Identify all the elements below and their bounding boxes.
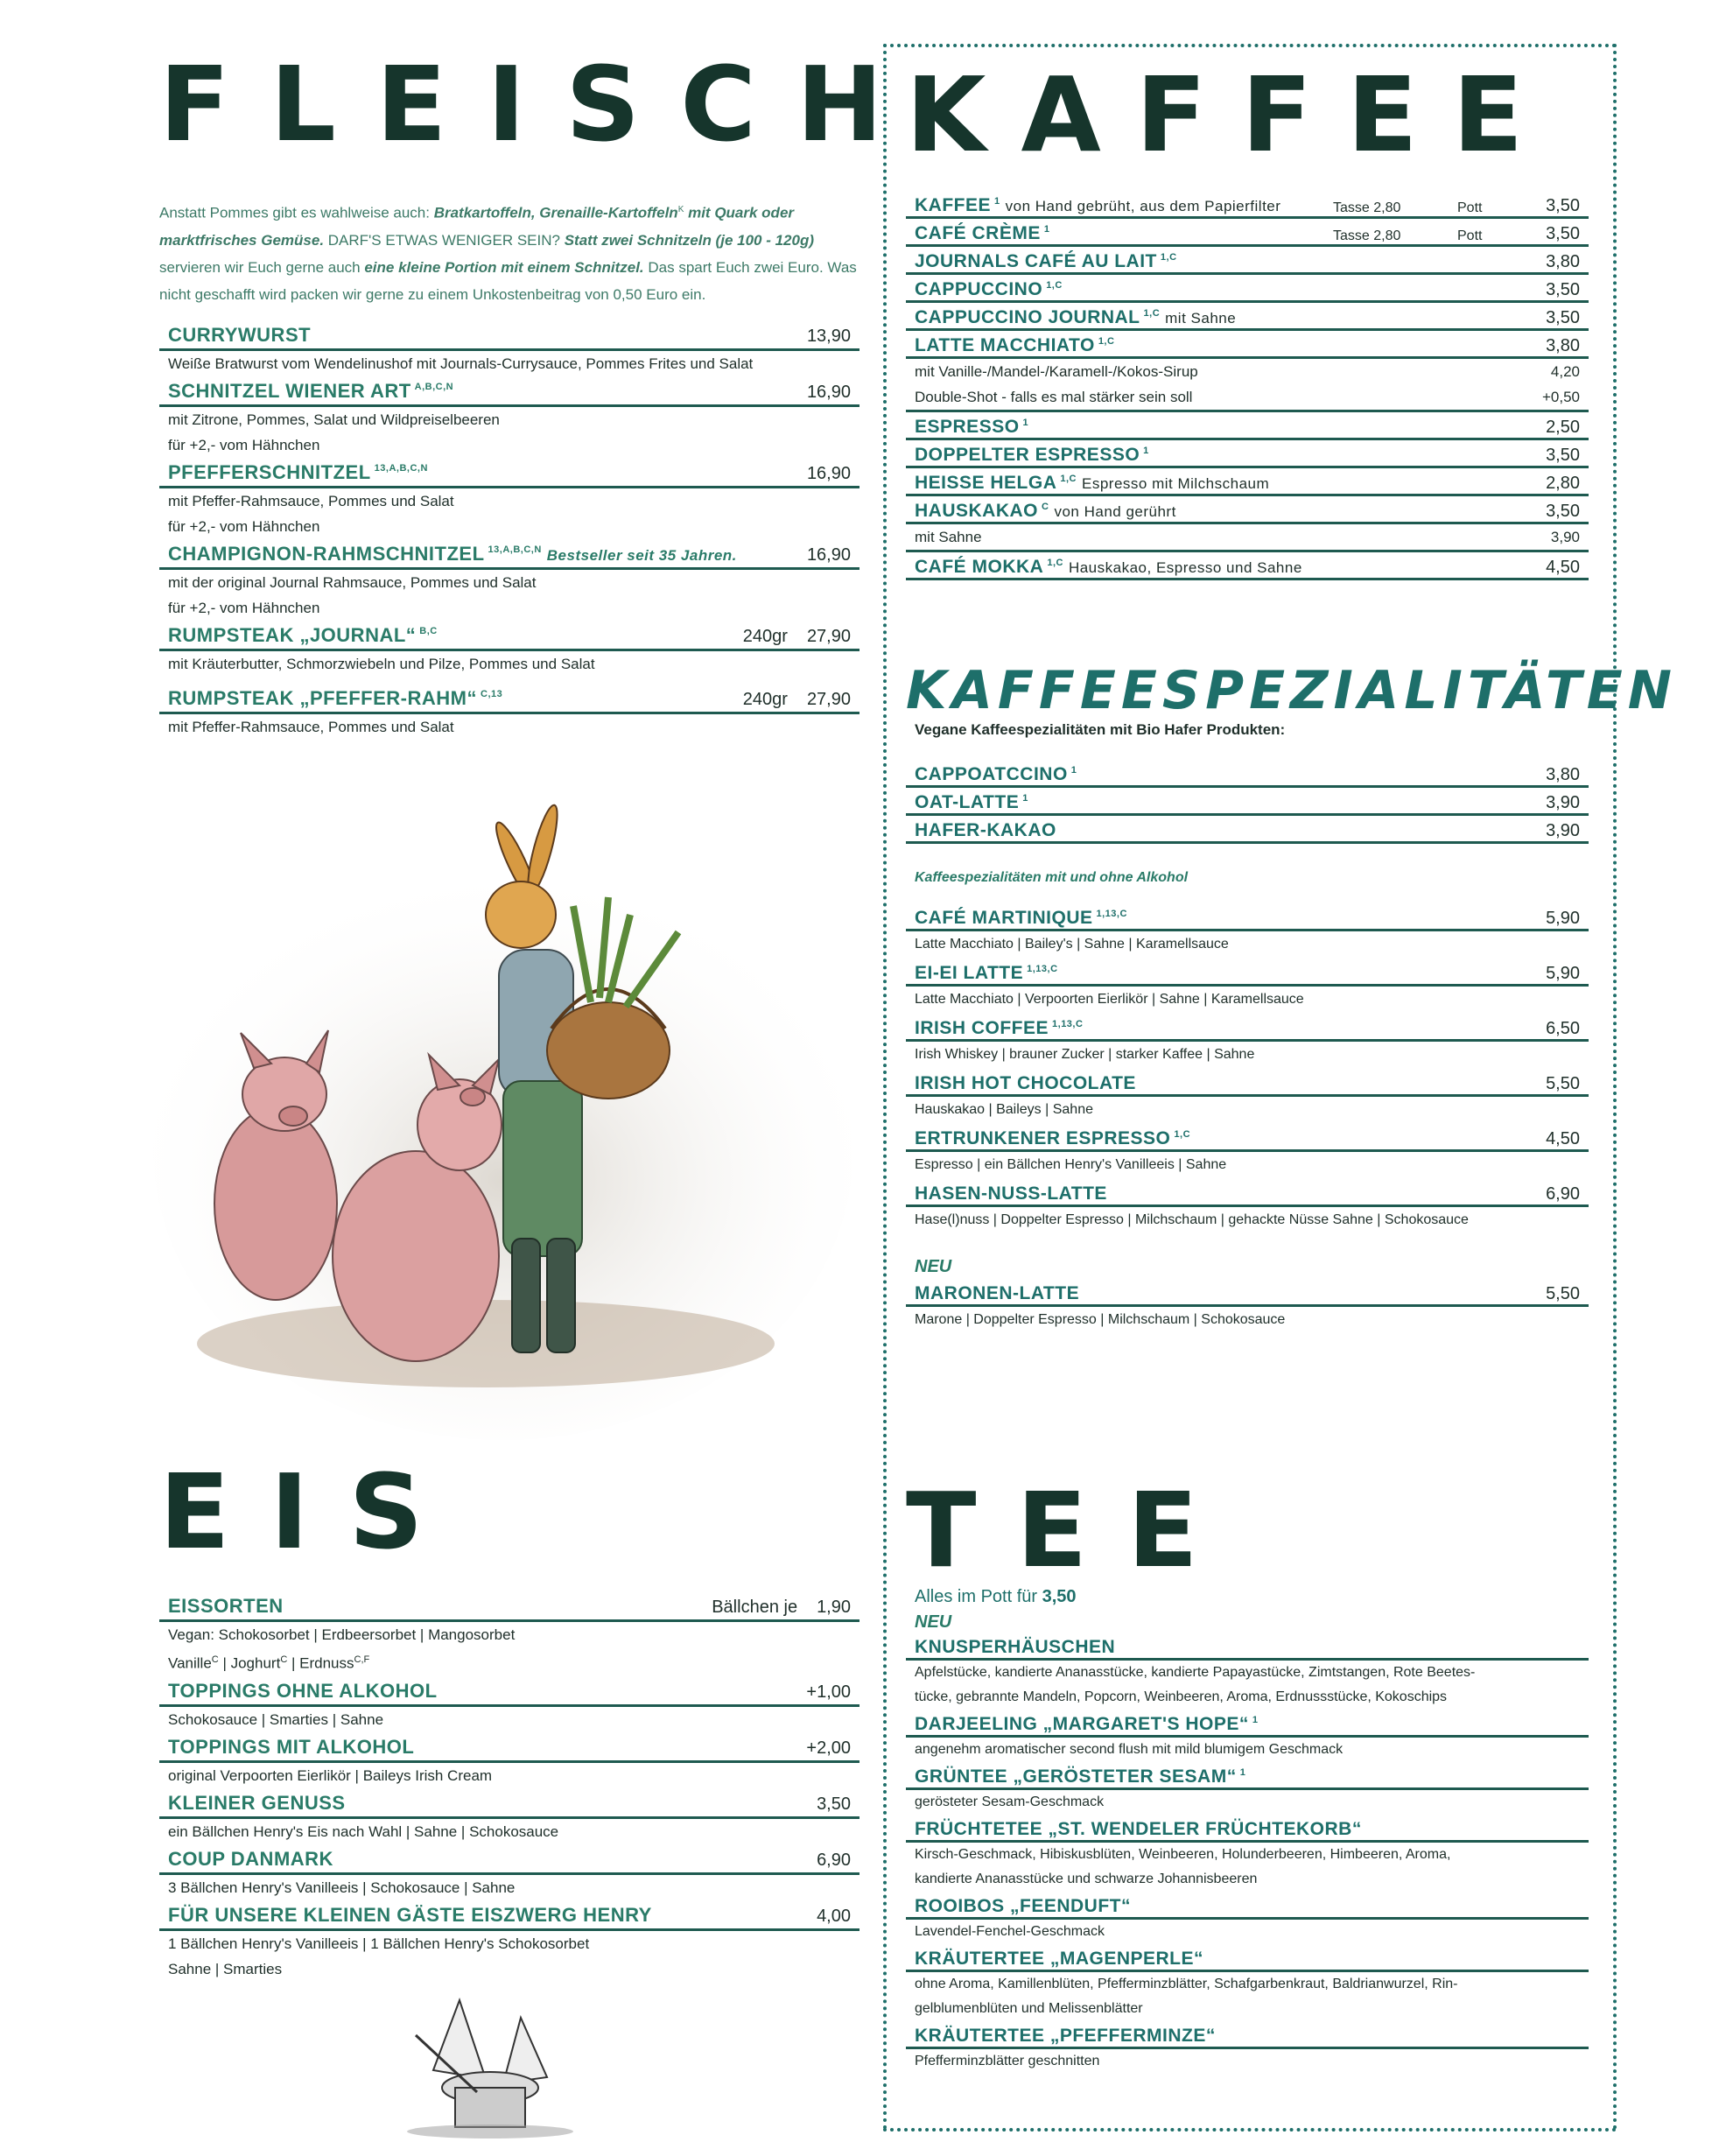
eis-item-row (159, 1788, 859, 1819)
fleisch-item-desc: mit Kräuterbutter, Schmorzwiebeln und Pilze, Pommes und Salat (168, 655, 595, 672)
kaffee-item-row (906, 412, 1589, 440)
kaffee-item-row (906, 496, 1589, 524)
eis-item-row (159, 1844, 859, 1875)
eis-item-desc: 1 Bällchen Henry's Vanilleeis | 1 Bällchen Henry's Schokosorbet (168, 1935, 590, 1952)
kaffee-item-name: CAPPUCCINO $^{1,C}$ (915, 279, 1063, 299)
eis-item-price: 1,90 (817, 1598, 851, 1617)
kaffee-item-allergens: 1 (1043, 224, 1050, 235)
kaffee-item-allergens: 1 (1022, 418, 1029, 428)
kaffee-item-allergens: 1,C (1060, 474, 1077, 484)
tee-item-desc: gelblumenblüten und Melissenblätter (915, 2001, 1143, 2016)
tee-item-row (906, 1892, 1589, 1920)
tee-item-name: FRÜCHTETEE „ST. WENDELER FRÜCHTEKORB“ (915, 1819, 1362, 1839)
fleisch-item-name: CURRYWURST (168, 323, 312, 346)
intro-text: DARF'S ETWAS WENIGER SEIN? (324, 231, 565, 249)
eis-item-price-group (817, 1794, 851, 1815)
kaffee-item-allergens: 1,C (1047, 558, 1063, 568)
eis-item-name: FÜR UNSERE KLEINEN GÄSTE EISZWERG HENRY (168, 1903, 652, 1926)
kaffee-item-sub: mit Sahne (1165, 310, 1237, 327)
tee-price-text: Alles im Pott für (915, 1587, 1038, 1606)
fleisch-item-name: PFEFFERSCHNITZEL $^{13,A,B,C,N}$ (168, 460, 428, 483)
fleisch-item-allergens: C,13 (481, 689, 503, 700)
fleisch-item-allergens: 13,A,B,C,N (374, 463, 428, 474)
vegan-item-allergens: 1 (1022, 793, 1028, 804)
fleisch-item-row (159, 376, 859, 407)
fleisch-item-price-group (807, 383, 851, 403)
tee-item-name: ROOIBOS „FEENDUFT“ (915, 1896, 1132, 1916)
spezial-item-row (906, 902, 1589, 931)
kaffee-item-allergens: 1,C (1143, 308, 1161, 319)
fleisch-item-price: 27,90 (806, 626, 851, 646)
fleisch-item-price-group (743, 627, 851, 647)
eis-item-price: +1,00 (806, 1682, 851, 1702)
tee-item-row (906, 1710, 1589, 1738)
kaffee-item-pott: Pott (1457, 228, 1483, 243)
spezial-item-desc: Espresso | ein Bällchen Henry's Vanilleeis | Sahne (915, 1157, 1227, 1172)
tee-new-label: NEU (915, 1612, 952, 1632)
spezial-item-desc: Irish Whiskey | brauner Zucker | starker Kaffee | Sahne (915, 1047, 1255, 1062)
fleisch-item-weight: 240gr (742, 689, 788, 709)
tee-item-desc: ohne Aroma, Kamillenblüten, Pfefferminzblätter, Schafgarbenkraut, Baldrianwurzel, Rin- (915, 1977, 1458, 1991)
kaffee-item-row (906, 191, 1589, 219)
spezial-item-allergens: 1,13,C (1052, 1019, 1084, 1029)
vegan-item-name: OAT-LATTE $^1$ (915, 792, 1028, 812)
spezial-item-name: IRISH COFFEE $^{1,13,C}$ (915, 1018, 1084, 1038)
eis-item-desc: Vegan: Schokosorbet | Erdbeersorbet | Mangosorbet (168, 1626, 516, 1643)
eis-item-desc: Sahne | Smarties (168, 1960, 283, 1977)
spezial-new-item-price: 5,50 (1546, 1284, 1580, 1303)
kaffee-item-name: DOPPELTER ESPRESSO $^1$ (915, 445, 1149, 465)
eis-item-weight: Bällchen je (712, 1598, 798, 1617)
fleisch-item-allergens: B,C (419, 626, 438, 637)
intro-text: Das spart Euch zwei Euro. Was nicht geschafft wird packen wir gerne zu einem Unkostenbeitrag von 0,50 Euro ein. (159, 258, 857, 303)
fleisch-item-price: 16,90 (806, 544, 851, 565)
eis-item-price: 3,50 (817, 1794, 851, 1814)
kaffee-item-price: 3,50 (1546, 502, 1580, 521)
eis-item-desc: 3 Bällchen Henry's Vanilleeis | Schokosauce | Sahne (168, 1879, 516, 1896)
kaffee-item-row (906, 275, 1589, 303)
tee-item-row (906, 1815, 1589, 1843)
kaffee-extra-row (906, 524, 1589, 550)
eis-item-price-group (806, 1738, 851, 1759)
fleisch-item-price-group (807, 464, 851, 484)
kaffee-item-name: ESPRESSO $^1$ (915, 417, 1029, 437)
kaffee-item-price: 3,50 (1546, 446, 1580, 465)
eis-item-price: +2,00 (806, 1738, 851, 1758)
kaffee-section (906, 54, 1589, 580)
kaffee-item-name: CAPPUCCINO JOURNAL $^{1,C}$ mit Sahne (915, 307, 1237, 327)
fleisch-item-desc: für +2,- vom Hähnchen (168, 599, 320, 616)
intro-emphasis: eine kleine Portion mit einem Schnitzel. (364, 258, 644, 276)
spezial-section-note: Kaffeespezialitäten mit und ohne Alkohol (915, 870, 1189, 885)
tee-item-desc: Pfefferminzblätter geschnitten (915, 2054, 1100, 2068)
kaffee-item-price: 3,50 (1546, 196, 1580, 215)
spezial-item-allergens: 1,13,C (1027, 964, 1058, 974)
spezial-new-item-desc: Marone | Doppelter Espresso | Milchschaum | Schokosauce (915, 1312, 1286, 1327)
fleisch-item-price: 13,90 (806, 326, 851, 346)
fleisch-item-price: 16,90 (806, 382, 851, 402)
kaffee-item-name: KAFFEE $^1$ von Hand gebrüht, aus dem Papierfilter (915, 195, 1281, 215)
spezial-item-price: 5,90 (1546, 909, 1580, 928)
spezial-item-name: IRISH HOT CHOCOLATE (915, 1073, 1136, 1093)
kaffee-item-tasse: Tasse 2,80 (1333, 200, 1401, 215)
spezial-subtitle: Vegane Kaffeespezialitäten mit Bio Hafer Produkten: (915, 721, 1286, 738)
kaffee-extras (906, 524, 1589, 552)
kaffee-item-row (906, 440, 1589, 468)
tee-item-desc: tücke, gebrannte Mandeln, Popcorn, Weinbeeren, Aroma, Erdnussstücke, Kokoschips (915, 1689, 1448, 1704)
eis-item-desc: Vanille$^C$ | Joghurt$^C$ | Erdnuss$^{C,F}$ (168, 1654, 370, 1672)
spezial-item-desc: Latte Macchiato | Bailey's | Sahne | Karamellsauce (915, 937, 1229, 952)
eis-item-row (159, 1900, 859, 1931)
eis-title: EIS (159, 1451, 464, 1572)
eis-item-name: TOPPINGS MIT ALKOHOL (168, 1735, 415, 1758)
tee-item-name: KNUSPERHÄUSCHEN (915, 1637, 1116, 1657)
superscript: C (211, 1654, 219, 1665)
spezial-item-row (906, 1012, 1589, 1042)
tee-item-desc: kandierte Ananasstücke und schwarze Johannisbeeren (915, 1872, 1258, 1886)
superscript: C (280, 1654, 288, 1665)
spezial-item-name: ERTRUNKENER ESPRESSO $^{1,C}$ (915, 1128, 1191, 1148)
kaffee-item-name: HAUSKAKAO $^C$ von Hand gerührt (915, 501, 1176, 521)
left-column (159, 44, 923, 747)
fleisch-item-desc: für +2,- vom Hähnchen (168, 517, 320, 535)
eis-item-price-group (817, 1851, 851, 1871)
tee-item-row (906, 1944, 1589, 1972)
fleisch-list (159, 320, 859, 740)
spezial-item-price: 6,50 (1546, 1019, 1580, 1038)
fleisch-intro (159, 196, 859, 308)
fleisch-item-weight: 240gr (742, 626, 788, 646)
kaffee-extra-row (906, 359, 1589, 384)
tee-item-desc: angenehm aromatischer second flush mit mild blumigem Geschmack (915, 1742, 1344, 1757)
tee-item-name: KRÄUTERTEE „PFEFFERMINZE“ (915, 2026, 1216, 2046)
kaffee-item-name: JOURNALS CAFÉ AU LAIT $^{1,C}$ (915, 251, 1177, 271)
vegan-item-name: HAFER-KAKAO (915, 820, 1056, 840)
tee-item-row (906, 1762, 1589, 1790)
fleisch-item-row (159, 539, 859, 570)
eis-item-name: COUP DANMARK (168, 1847, 333, 1870)
fleisch-item-desc: mit Pfeffer-Rahmsauce, Pommes und Salat (168, 492, 454, 509)
kaffee-item-sub: von Hand gebrüht, aus dem Papierfilter (1005, 198, 1281, 214)
vegan-item-allergens: 1 (1070, 765, 1077, 776)
farm-illustration (153, 801, 853, 1440)
spezial-item-name: EI-EI LATTE $^{1,13,C}$ (915, 963, 1058, 983)
kaffee-extra-text: mit Vanille-/Mandel-/Karamell-/Kokos-Sirup (915, 363, 1198, 380)
kaffee-item-sub: von Hand gerührt (1054, 503, 1176, 520)
kaffee-item-row (906, 219, 1589, 247)
spezial-item-desc: Hase(l)nuss | Doppelter Espresso | Milchschaum | gehackte Nüsse Sahne | Schokosauce (915, 1212, 1469, 1227)
vegan-item-price: 3,80 (1546, 765, 1580, 784)
kaffee-item-row (906, 303, 1589, 331)
intro-superscript: K (677, 205, 684, 214)
spezial-item-desc: Latte Macchiato | Verpoorten Eierlikör | Sahne | Karamellsauce (915, 992, 1304, 1007)
eis-item-price-group (712, 1598, 851, 1618)
kaffee-item-allergens: 1,C (1098, 336, 1115, 347)
spezial-item-name: CAFÉ MARTINIQUE $^{1,13,C}$ (915, 908, 1127, 928)
fleisch-item-desc: mit Pfeffer-Rahmsauce, Pommes und Salat (168, 718, 454, 735)
tee-section (906, 1470, 1589, 2074)
kaffee-item-allergens: 1,C (1046, 280, 1063, 291)
kaffee-item-tasse: Tasse 2,80 (1333, 228, 1401, 243)
kaffee-extra-text: mit Sahne (915, 529, 982, 545)
tee-title: TEE (906, 1470, 1238, 1591)
kaffee-list (906, 191, 1589, 580)
tee-item-allergens: 1 (1252, 1715, 1259, 1725)
spezial-item-price: 4,50 (1546, 1129, 1580, 1148)
intro-emphasis: Bratkartoffeln, Grenaille-Kartoffeln (433, 204, 678, 221)
kaffee-item-name: CAFÉ MOKKA $^{1,C}$ Hauskakao, Espresso und Sahne (915, 557, 1302, 577)
fleisch-item-row (159, 458, 859, 488)
vegan-item-row (906, 760, 1589, 788)
kaffee-item-allergens: 1 (1143, 446, 1149, 456)
vegan-item-row (906, 816, 1589, 844)
superscript: C,F (354, 1654, 370, 1665)
kaffee-item-sub: Espresso mit Milchschaum (1082, 475, 1270, 492)
spezial-item-price: 6,90 (1546, 1184, 1580, 1204)
kaffee-item-price: 4,50 (1546, 558, 1580, 577)
tee-item-row (906, 2021, 1589, 2049)
right-column (883, 44, 1677, 2131)
fleisch-item-row (159, 320, 859, 351)
kaffee-item-row (906, 331, 1589, 359)
kaffee-item-pott: Pott (1457, 200, 1483, 215)
tee-item-desc: Apfelstücke, kandierte Ananasstücke, kandierte Papayastücke, Zimtstangen, Rote Beetes- (915, 1665, 1476, 1680)
fleisch-item-price-group (743, 690, 851, 710)
fleisch-item-note: Bestseller seit 35 Jahren. (546, 546, 737, 564)
fleisch-item-price: 27,90 (806, 689, 851, 709)
eis-item-name: KLEINER GENUSS (168, 1791, 346, 1814)
fleisch-item-allergens: A,B,C,N (414, 382, 454, 393)
vegan-item-price: 3,90 (1546, 793, 1580, 812)
fleisch-item-name: CHAMPIGNON-RAHMSCHNITZEL $^{13,A,B,C,N}$ Bestseller seit 35 Jahren. (168, 542, 737, 565)
kaffee-item-price: 3,80 (1546, 336, 1580, 355)
tee-item-desc: gerösteter Sesam-Geschmack (915, 1794, 1105, 1809)
vegan-list (906, 760, 1589, 844)
tee-item-row (906, 1633, 1589, 1661)
eis-item-price: 6,90 (817, 1850, 851, 1870)
fleisch-item-desc: Weiße Bratwurst vom Wendelinushof mit Journals-Currysauce, Pommes Frites und Salat (168, 355, 754, 372)
spezial-section (906, 660, 1677, 1332)
eis-item-row (159, 1676, 859, 1707)
spezial-new-item (906, 1277, 1589, 1332)
tee-list (906, 1633, 1589, 2074)
tee-item-desc: Kirsch-Geschmack, Hibiskusblüten, Weinbeeren, Holunderbeeren, Himbeeren, Aroma, (915, 1847, 1451, 1862)
eis-item-name: TOPPINGS OHNE ALKOHOL (168, 1679, 438, 1702)
kaffee-item-price: 2,80 (1546, 474, 1580, 493)
spezial-list (906, 902, 1589, 1233)
eis-item-price-group (817, 1907, 851, 1927)
kaffee-extra-price: 3,90 (1550, 529, 1580, 545)
kaffee-item-price: 2,50 (1546, 418, 1580, 437)
intro-emphasis: mit Quark oder marktfrisches Gemüse. (159, 204, 795, 249)
tee-item-name: GRÜNTEE „GERÖSTETER SESAM“ $^1$ (915, 1766, 1246, 1787)
vegan-item-name: CAPPOATCCINO $^1$ (915, 764, 1077, 784)
tee-item-name: DARJEELING „MARGARET'S HOPE“ $^1$ (915, 1714, 1259, 1734)
kaffee-item-allergens: 1 (994, 196, 1000, 207)
spezial-item-price: 5,50 (1546, 1074, 1580, 1093)
kaffee-extra-text: Double-Shot - falls es mal stärker sein soll (915, 389, 1193, 405)
spezial-title: KAFFEESPEZIALITÄTEN (906, 660, 1677, 721)
spezial-item-desc: Hauskakao | Baileys | Sahne (915, 1102, 1093, 1117)
spezial-item-allergens: 1,C (1174, 1129, 1191, 1140)
spezial-item-allergens: 1,13,C (1096, 909, 1127, 919)
intro-text: Anstatt Pommes gibt es wahlweise auch: (159, 204, 434, 221)
kaffee-item-price: 3,50 (1546, 280, 1580, 299)
kaffee-item-name: CAFÉ CRÈME $^1$ (915, 223, 1050, 243)
ice-cream-illustration (398, 1983, 591, 2140)
fleisch-item-price-group (807, 545, 851, 565)
fleisch-item-allergens: 13,A,B,C,N (488, 544, 542, 556)
spezial-new-label: NEU (915, 1257, 952, 1276)
tee-item-name: KRÄUTERTEE „MAGENPERLE“ (915, 1949, 1204, 1969)
fleisch-item-name: SCHNITZEL WIENER ART $^{A,B,C,N}$ (168, 379, 454, 402)
vegan-item-price: 3,90 (1546, 821, 1580, 840)
kaffee-item-price: 3,50 (1546, 224, 1580, 243)
spezial-item-row (906, 1122, 1589, 1152)
kaffee-item-price: 3,50 (1546, 308, 1580, 327)
eis-item-row (159, 1732, 859, 1763)
intro-emphasis: Statt zwei Schnitzeln (je 100 - 120g) (564, 231, 815, 249)
tee-item-allergens: 1 (1239, 1767, 1246, 1778)
kaffee-item-sub: Hauskakao, Espresso und Sahne (1068, 559, 1302, 576)
eis-item-row (159, 1591, 859, 1622)
spezial-item-name: HASEN-NUSS-LATTE (915, 1183, 1107, 1204)
spezial-item-row (906, 1067, 1589, 1097)
fleisch-item-name: RUMPSTEAK „PFEFFER-RAHM“ $^{C,13}$ (168, 686, 503, 709)
kaffee-title: KAFFEE (906, 54, 1559, 175)
kaffee-extra-price: +0,50 (1541, 389, 1580, 405)
eis-item-desc: original Verpoorten Eierlikör | Baileys Irish Cream (168, 1766, 493, 1784)
fleisch-title: FLEISCH (159, 44, 923, 165)
kaffee-extras (906, 359, 1589, 412)
kaffee-item-price: 3,80 (1546, 252, 1580, 271)
kaffee-item-allergens: C (1042, 502, 1049, 512)
spezial-item-price: 5,90 (1546, 964, 1580, 983)
spezial-new-item-name: MARONEN-LATTE (915, 1283, 1080, 1303)
fleisch-item-row (159, 621, 859, 651)
kaffee-item-row (906, 247, 1589, 275)
eis-item-price: 4,00 (817, 1906, 851, 1926)
spezial-item-row (906, 957, 1589, 987)
kaffee-item-name: HEISSE HELGA $^{1,C}$ Espresso mit Milchschaum (915, 473, 1270, 493)
eis-item-desc: Schokosauce | Smarties | Sahne (168, 1710, 384, 1728)
tee-price: 3,50 (1042, 1587, 1077, 1606)
kaffee-extra-row (906, 384, 1589, 410)
tee-item-desc: Lavendel-Fenchel-Geschmack (915, 1924, 1105, 1939)
eis-list (159, 1591, 859, 1982)
spezial-new-item-row (906, 1277, 1589, 1307)
kaffee-item-row (906, 552, 1589, 580)
eis-section (159, 1451, 859, 1982)
fleisch-item-desc: mit der original Journal Rahmsauce, Pommes und Salat (168, 573, 537, 591)
fleisch-item-desc: für +2,- vom Hähnchen (168, 436, 320, 453)
fleisch-item-price-group (807, 327, 851, 347)
spezial-item-row (906, 1177, 1589, 1207)
eis-item-desc: ein Bällchen Henry's Eis nach Wahl | Sahne | Schokosauce (168, 1822, 559, 1840)
intro-text: servieren wir Euch gerne auch (159, 258, 365, 276)
vegan-item-row (906, 788, 1589, 816)
kaffee-item-name: LATTE MACCHIATO $^{1,C}$ (915, 335, 1115, 355)
eis-item-name: EISSORTEN (168, 1595, 284, 1617)
eis-item-price-group (806, 1682, 851, 1703)
kaffee-item-row (906, 468, 1589, 496)
fleisch-item-name: RUMPSTEAK „JOURNAL“ $^{B,C}$ (168, 623, 438, 646)
fleisch-item-price: 16,90 (806, 463, 851, 483)
kaffee-item-allergens: 1,C (1160, 252, 1177, 263)
fleisch-item-row (159, 684, 859, 714)
kaffee-extra-price: 4,20 (1550, 363, 1580, 380)
fleisch-item-desc: mit Zitrone, Pommes, Salat und Wildpreiselbeeren (168, 411, 500, 428)
